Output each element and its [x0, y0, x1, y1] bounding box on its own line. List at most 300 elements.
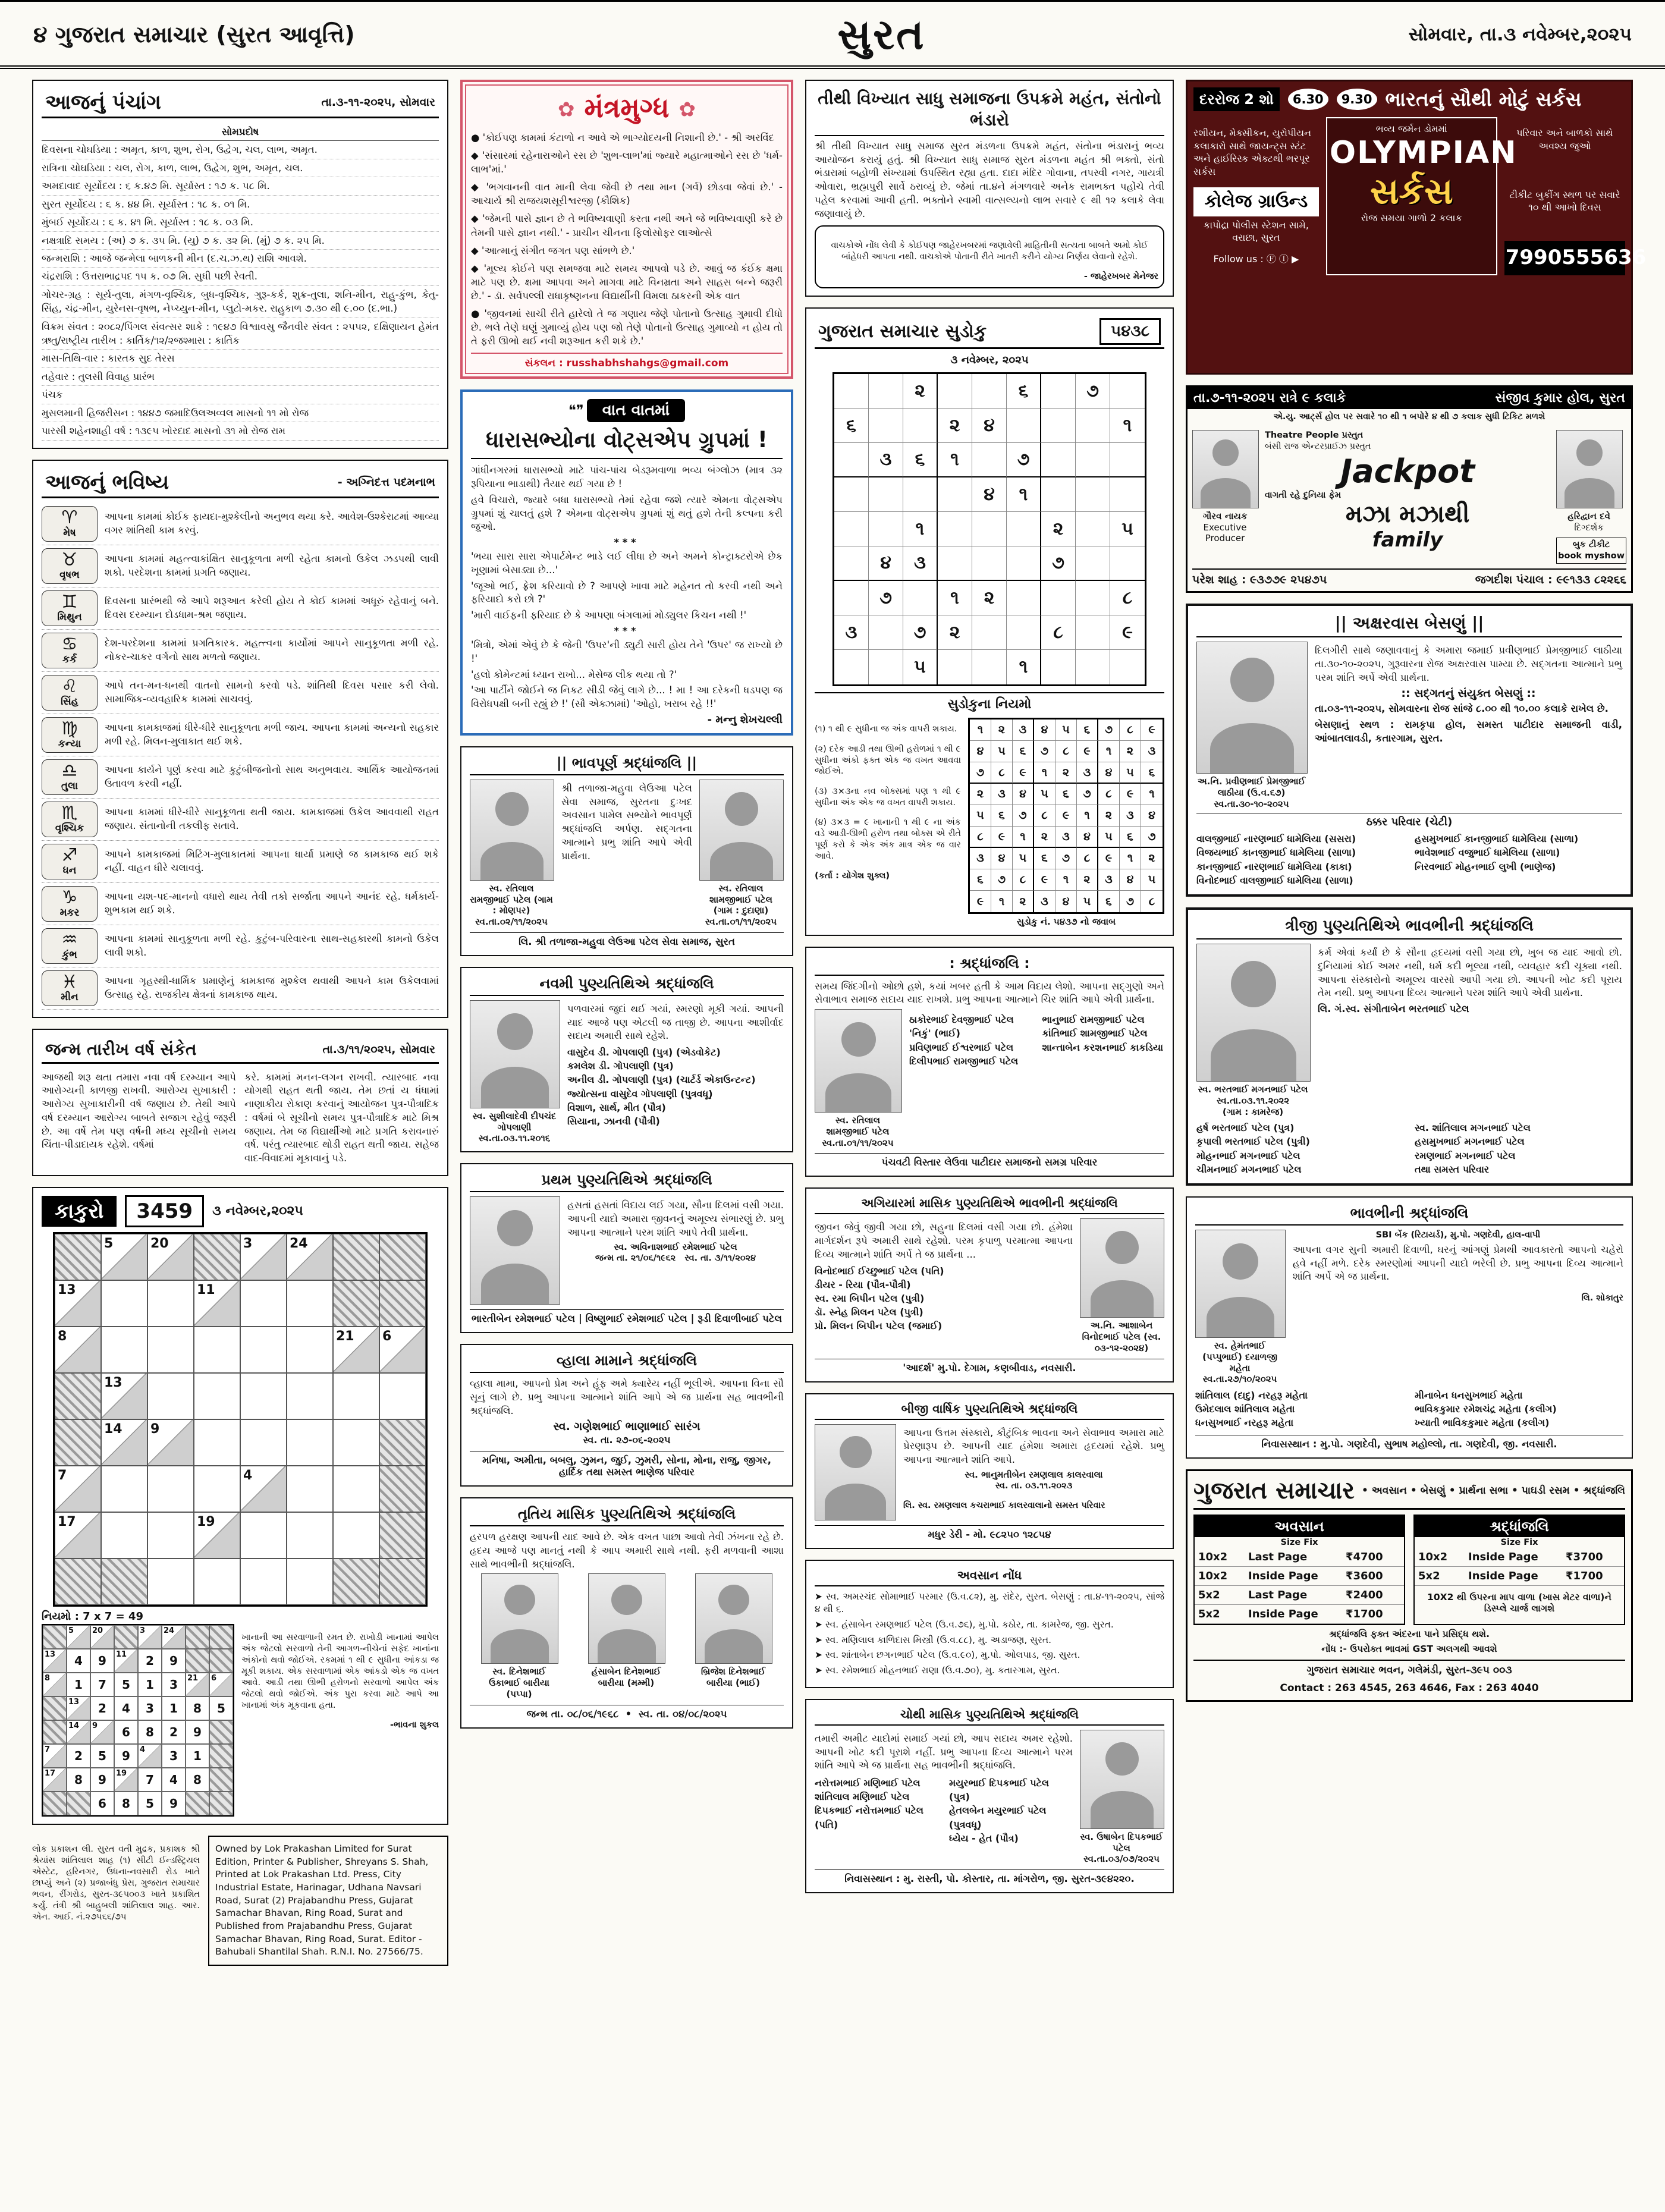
- kakuro-solution-cell: 13: [43, 1649, 67, 1673]
- sudoku-cell: ૯: [1110, 615, 1145, 650]
- panchang-line: ગોચર-ગ્રહ : સૂર્ય-તુલા, મંગળ-વૃશ્ચિક, બુધ-વૃશ્ચિક, ગુરૂ-કર્ક, શુક્ર-તુલા, શનિ-મીન, રાહુ-કુંભ, કેતુ-સિંહ, ચંદ્ર-મીન, યુરેનસ-વૃષભ, નેપ્ચ્યુન-મીન, પ્લુટો-મકર. રાહુકાળ ૭.૩૦ થી ૯.૦૦ (દ.ભા.): [42, 286, 439, 318]
- relative-name: વિજયભાઈ કાનજીભાઈ ધામેલિયા (સાળા): [1196, 847, 1356, 859]
- horoscope-row: [42, 925, 439, 967]
- sudoku-date: ૩ નવેમ્બર, ૨૦૨૫: [950, 353, 1029, 366]
- kakuro-cell: 8: [55, 1327, 101, 1373]
- kakuro-solution-cell: 9: [90, 1649, 114, 1673]
- event-title: Jackpot: [1340, 452, 1475, 490]
- kakuro-cell: [194, 1327, 240, 1373]
- sudoku-solution-cell: ૪: [1013, 784, 1034, 805]
- sudoku-credit: (કર્તા : યોગેશ શુક્લ): [815, 871, 890, 881]
- article-headline: તીથી વિખ્યાત સાધુ સમાજના ઉપક્રમે મહંત, સંતોનો ભંડારો: [815, 88, 1164, 136]
- kakuro-cell: 13: [101, 1373, 147, 1419]
- vaat-byline: - મન્નુ શેખચલ્લી: [707, 713, 783, 726]
- sudoku-solution-cell: ૬: [1013, 741, 1034, 762]
- kakuro-cell: [55, 1419, 101, 1466]
- sudoku-solution-cell: ૭: [1034, 741, 1055, 762]
- sudoku-solution-cell: ૫: [1120, 762, 1141, 784]
- horoscope-text: આપના કામમાં ધીરે-ધીરે સાનુકૂળતા થતી જાય. કામકાજમાં ઉકેલ આવવાથી રાહત જણાય. સંતાનોની તકલીફ સતાવે.: [105, 806, 439, 831]
- relative-name: ભાવિકકુમાર રમેશચંદ્ર મહેતા (કલીગ): [1415, 1403, 1557, 1415]
- photo-caption: અ.નિ. આશાબેન વિનોદભાઈ પટેલ (સ્વ. ૦૩-૧૨-૨૦૨૪): [1082, 1320, 1161, 1353]
- rates-grid: [1415, 1548, 1624, 1586]
- obit-hemant-card: [1186, 1196, 1633, 1459]
- artist-role: દિગ્દર્શક: [1574, 521, 1604, 533]
- kakuro-solution-cell: 2: [162, 1720, 186, 1744]
- death-notice: ➤ સ્વ. મણિલાલ કાળિદાસ મિસ્ત્રી (ઉ.વ.૮૮), મુ. અડાજણ, સુરત.: [815, 1634, 1052, 1645]
- mantramugdh-box: [460, 80, 793, 379]
- horoscope-text: આપના કાર્યને પૂર્ણ કરવા માટે કુટુંબીજનોનો સાથ અનુભવાય. આર્થિક આયોજનમાં ઉતાવળ કરવી નહીં.: [105, 763, 439, 789]
- village: (ગામ : કામરેજ): [1222, 1106, 1284, 1117]
- sudoku-cell: [972, 374, 1007, 409]
- panchang-title: આજનું પંચાંગ: [45, 90, 161, 114]
- kakuro-solution-cell: 13: [67, 1696, 90, 1720]
- zodiac-virgo-icon: ♍ કન્યા: [42, 717, 98, 753]
- sudoku-cell: ૫: [903, 650, 938, 684]
- panchang-line: નક્ષત્રાદિ સમય : (અ) ૭ ક. ૩૫ મિ. (યુ) ૭ ક. ૩૨ મિ. (મું) ૭ ક. ૨૫ મિ.: [42, 232, 439, 250]
- event-contact: જગદીશ પંચાલ : ૯૯૧૩૩ ૮૨૨૬૬: [1475, 573, 1626, 587]
- sudoku-solution-cell: ૬: [1098, 891, 1120, 912]
- sudoku-solution-cell: ૬: [970, 869, 991, 891]
- sudoku-cell: [1041, 374, 1076, 409]
- family-logo: family: [1372, 528, 1443, 552]
- horoscope-row: [42, 672, 439, 714]
- besnu-title: || અક્ષરવાસ બેસણું ||: [1196, 613, 1622, 637]
- sudoku-solution-cell: ૭: [1055, 848, 1077, 869]
- obit-body: પળવારમાં જુદાં થઈ ગયાં, સ્મરણો મૂકી ગયાં. આપની યાદ આજે પણ એટલી જ તાજી છે. આપના આશીર્વાદ સદાય અમારી સાથે રહેશે.: [567, 1003, 784, 1042]
- kakuro-solution-cell: [67, 1792, 90, 1815]
- sudoku-solution-cell: ૨: [1055, 762, 1077, 784]
- kakuro-solution-cell: 11: [114, 1649, 138, 1673]
- sudoku-solution-cell: ૩: [1055, 827, 1077, 848]
- kakuro-solution-cell: 6: [90, 1792, 114, 1815]
- kakuro-cell: [287, 1466, 333, 1512]
- event-ticket-info: એ.યુ. આર્ટ્સ હોલ પર સવારે ૧૦ થી ૧ બપોરે ૪ થી ૭ કલાક સુધી ટિકિટ મળશે: [1273, 412, 1545, 422]
- sudoku-solution-cell: ૪: [991, 848, 1013, 869]
- kakuro-cell: [333, 1373, 379, 1419]
- sudoku-solution-cell: ૪: [1098, 762, 1120, 784]
- kakuro-cell: 17: [55, 1512, 101, 1559]
- sudoku-cell: [1076, 615, 1110, 650]
- kakuro-cell: 19: [194, 1512, 240, 1559]
- kakuro-cell: [287, 1559, 333, 1605]
- horoscope-author: - અગ્નિદત્ત પદમનાભ: [337, 475, 435, 489]
- sudoku-rules-title: સુડોકુના નિયમો: [815, 692, 1164, 712]
- deceased-name: સ્વ. હેમંતભાઈ (પપ્પુભાઈ) દયાળજી મહેતા: [1202, 1340, 1277, 1374]
- kakuro-solution-cell: 4: [138, 1744, 162, 1768]
- kakuro-solution-cell: 9: [162, 1792, 186, 1815]
- sudoku-cell: ૭: [869, 581, 903, 615]
- sudoku-cell: [1076, 409, 1110, 443]
- table-head: Size Fix: [1500, 1537, 1538, 1547]
- event-catchline: મઝા મઝાથી: [1345, 501, 1470, 529]
- sudoku-solution-cell: ૫: [1055, 719, 1077, 741]
- circus-tagline: ભારતનું સૌથી મોટું સર્કસ: [1385, 87, 1582, 111]
- sudoku-cell: [1110, 477, 1145, 512]
- sudoku-solution-cell: ૩: [1120, 805, 1141, 827]
- sudoku-cell: [938, 546, 972, 581]
- obit-relatives: મનિષા, અમીતા, બબલુ, ઝુમન, જુઈ, ઝુમરી, સોના, મોના, રાજુ, જીગર, હાર્દિક તથા સમસ્ત ભાણેજ પરિવાર: [470, 1451, 784, 1478]
- masthead: [0, 0, 1665, 69]
- photo-caption: સ્વ. રતિલાલ રામજીભાઈ પટેલ (ગામ : મોણપર) સ્વ.તા.૦૨/૧૧/૨૦૨૫: [470, 882, 553, 928]
- advert-notice: [815, 225, 1164, 288]
- sudoku-cell: ૬: [1007, 374, 1041, 409]
- event-line: બંસી રાજ એન્ટરપ્રાઈઝ પ્રસ્તુત: [1265, 441, 1371, 451]
- obit-names: [1195, 1388, 1623, 1430]
- sudoku-solution-cell: ૪: [1034, 719, 1055, 741]
- sudoku-solution-cell: ૨: [1034, 827, 1055, 848]
- relative-name: ધનસુખભાઈ નરહરૂ મહેતા: [1195, 1417, 1294, 1429]
- kakuro-cell: [240, 1512, 287, 1559]
- rate-cell: ₹3600: [1342, 1567, 1404, 1586]
- obit-footer: નિવાસસ્થાન : મુ. રાસ્તી, પો. કોસ્તાર, તા. માંગરોળ, જી. સુરત-૩૯૪૨૨૦.: [815, 1869, 1164, 1885]
- relative-name: વાલજીભાઈ નારણભાઈ ધામેલિયા (સસરા): [1196, 833, 1356, 845]
- circus-note: પરિવાર અને બાળકો સાથે અવશ્ય જુઓ: [1516, 127, 1613, 152]
- sudoku-brand: ગુજરાત સમાચાર: [818, 321, 940, 342]
- sudoku-solution-cell: ૯: [991, 827, 1013, 848]
- sudoku-solution-cell: ૮: [1034, 805, 1055, 827]
- mantra-items: [471, 131, 783, 348]
- event-presenter: Theatre People પ્રસ્તુત: [1265, 430, 1364, 440]
- sudoku-solution-cell: ૯: [970, 891, 991, 912]
- sudoku-solution-cell: ૯: [1098, 848, 1120, 869]
- kakuro-number: 3459: [125, 1195, 204, 1227]
- photo-caption: અ.નિ. પ્રવીણભાઈ પ્રેમજીભાઈ લાઠીયા (ઉ.વ.૬૭) સ્વ.તા.૩૦-૧૦-૨૦૨૫: [1197, 776, 1306, 809]
- photo-caption: હંસાબેન દિનેશભાઈ બારીયા (મમ્મી): [591, 1666, 661, 1689]
- horoscope-row: [42, 756, 439, 799]
- kakuro-solution-cell: 19: [114, 1768, 138, 1792]
- sudoku-solution-cell: ૩: [1141, 741, 1163, 762]
- sudoku-cell: [972, 443, 1007, 477]
- photo-caption: સ્વ. દિનેશભાઈ ઉકાભાઈ બારીયા (પપ્પા): [489, 1666, 549, 1699]
- artist-role: Executive Producer: [1203, 521, 1247, 544]
- panchang-line: તહેવાર : તુલસી વિવાહ પ્રારંભ: [42, 368, 439, 386]
- sudoku-solution-cell: ૧: [1077, 805, 1098, 827]
- relative-name: નિરવભાઈ મોહનભાઈ લુખી (ભાણેજ): [1415, 860, 1556, 872]
- rate-cell: ₹4700: [1342, 1548, 1404, 1567]
- circus-duration: રોજ સમયા ગાળો 2 કલાક: [1361, 212, 1462, 224]
- sudoku-solution-cell: ૭: [1141, 827, 1163, 848]
- circus-showtime: 6.30: [1288, 89, 1328, 110]
- relative-name: હસમુખભાઈ મગનભાઈ પટેલ: [1415, 1136, 1525, 1148]
- sudoku-cell: [972, 650, 1007, 684]
- horoscope-text: આપના યશ-પદ-માનનો વધારો થાય તેવી તકો સર્જાતા આપને આનંદ રહે. ધર્મકાર્ય-શુભકામ થઈ શકે.: [105, 890, 439, 916]
- sudoku-cell: ૩: [869, 443, 903, 477]
- sudoku-solution-cell: ૭: [970, 762, 991, 784]
- sudoku-cell: [869, 650, 903, 684]
- panchang-line: સોમપ્રદોષ: [42, 123, 439, 141]
- obit-footer: 'આદર્શ' મુ.પો. દેગામ, કણબીવાડ, નવસારી.: [815, 1359, 1164, 1374]
- relative-name: સ્વ. રમા બિપીન પટેલ (પુત્રી): [815, 1293, 925, 1305]
- sudoku-cell: ૩: [834, 615, 869, 650]
- relative-name: વિનોદભાઈ ઈચ્છુભાઈ પટેલ (પતિ): [815, 1265, 944, 1277]
- relative-name: ધ્યેય - હેત (પૌત્ર): [949, 1832, 1019, 1844]
- sudoku-solution-cell: ૧: [1098, 741, 1120, 762]
- birth-hint-col2: કરે. કામમાં મનન-લગન રાખવી. ત્યારબાદ નવા યોગથી રાહત થતી જાય. તેમ છતાં ય ધંધામાં નાણાકીય રોકાણ કરવાનું આયોજન પુત્ર-પૌત્રાદિક : વર્ષમાં બે સૂચીનો સમય પુત્ર-પૌત્રાદિક માટે મિશ્ર જણાય. તેમ જ વિદ્યાર્થીઓ માટે પ્રગતિ કરાવનારું વર્ષ. પરંતુ ત્યારબાદ થોડી રાહત થતી જાય. સહેજ વાદ-વિવાદમાં મૂકાવાનું પડે.: [244, 1071, 439, 1164]
- obit-title: ભાવભીની શ્રદ્ધાંજલિ: [1195, 1205, 1623, 1226]
- rates-services: • અવસાન • બેસણું • પ્રાર્થના સભા • પાઘડી રસમ • શ્રદ્ધાંજલિ: [1362, 1484, 1625, 1497]
- sudoku-cell: ૮: [1041, 615, 1076, 650]
- sudoku-solution-cell: ૩: [970, 848, 991, 869]
- notice-text: વાચકોએ નોંધ લેવી કે કોઈપણ જાહેરખબરમાં જણાવેલી માહિતીની સત્યતા બાબતે અમો કોઈ બાંહેધરી આપતા નથી. વાચકોએ પોતાની રીતે ખાતરી કરીને યોગ્ય નિર્ણય લેવાનો રહેશે.: [831, 240, 1148, 262]
- rate-cell: ₹2400: [1342, 1586, 1404, 1605]
- deceased-photo: [1196, 944, 1311, 1082]
- panchang-date: તા.૩-૧૧-૨૦૨૫, સોમવાર: [321, 96, 435, 109]
- rates-note: 10X2 થી ઉપરના માપ વાળા (ખાસ મેટર વાળા)ને ડિસ્પ્લે ચાર્જ લાગશે: [1427, 1592, 1611, 1614]
- relative-name: હેતલબેન મયુરભાઈ પટેલ (પુત્રવધૂ): [949, 1805, 1047, 1830]
- besnu-body: દિલગીરી સાથે જણાવવાનું કે અમારા જમાઈ પ્રવીણભાઈ પ્રેમજીભાઈ લાઠીયા તા.૩૦-૧૦-૨૦૨૫, ગુરૂવારના રોજ અક્ષરવાસ પામ્યા છે. સદ્ગતના આત્માને પ્રભુ પરમ શાંતિ અર્પે એવી પ્રાર્થના.: [1315, 645, 1622, 683]
- relative-name: ચીમનભાઈ મગનભાઈ પટેલ: [1196, 1163, 1302, 1175]
- horoscope-text: આપના કામમાં કોઈક ફાયદા-મુશ્કેલીનો અનુભવ થયા કરે. આવેશ-ઉશ્કેરાટમાં આવ્યા વગર શાંતિથી કામ કરવું.: [105, 510, 439, 536]
- sudoku-cell: [938, 512, 972, 546]
- event-contact: પરેશ શાહ : ૯૩૭૭૯ ૨૫૪૭૫: [1192, 573, 1327, 587]
- deceased-photo: [1196, 642, 1308, 774]
- kakuro-cell: [147, 1327, 194, 1373]
- kakuro-cell: [333, 1234, 379, 1280]
- kakuro-solution-cell: 2: [67, 1744, 90, 1768]
- sudoku-solution-cell: ૩: [1034, 891, 1055, 912]
- mantra-quote: ● 'કોઈપણ કામમાં કંટાળો ન આવે એ ભાગ્યોદયની નિશાની છે.' - શ્રી અરવિંદ: [471, 132, 774, 143]
- rate-cell: ₹1700: [1562, 1567, 1624, 1586]
- rates-brand: ગુજરાત સમાચાર: [1193, 1476, 1355, 1504]
- horoscope-box: [32, 460, 448, 1018]
- relative-name: ભાનુભાઈ રામજીભાઈ પટેલ: [1042, 1014, 1145, 1026]
- kakuro-cell: [240, 1327, 287, 1373]
- sudoku-solution-cell: ૩: [1098, 869, 1120, 891]
- obit-title: નવમી પુણ્યતિથિએ શ્રદ્ધાંજલિ: [470, 975, 784, 996]
- vaat-para: 'મિત્રો, એમાં એવું છે કે જેની 'ઉપર'ની ડ્યુટી સારી હોય તેને 'ઉપર' જ રાખ્યો છે !': [471, 639, 783, 664]
- besnu-mid-body: તા.૦૩-૧૧-૨૦૨૫, સોમવારના રોજ સાંજે ૮.૦૦ થી ૧૦.૦૦ કલાકે રાખેલ છે.: [1315, 703, 1609, 715]
- kakuro-cell: [240, 1373, 287, 1419]
- kakuro-cell: [194, 1466, 240, 1512]
- sudoku-cell: [938, 477, 972, 512]
- sudoku-cell: ૪: [869, 546, 903, 581]
- obit-names: [815, 1776, 1073, 1845]
- kakuro-solution-cell: 9: [90, 1768, 114, 1792]
- panchang-line: પંચક: [42, 386, 439, 404]
- obit-footer: મધુર ડેરી - મો. ૯૮૨૫૦ ૧૨૮૫૪: [815, 1525, 1164, 1541]
- sudoku-box: [805, 307, 1174, 936]
- deceased-subline: SBI બેંક (રિટાયર્ડ), મુ.પો. ગણદેવી, હાલ-વાપી: [1375, 1230, 1541, 1240]
- deceased-photo: [699, 780, 784, 881]
- relative-name: દિપકભાઈ નરોત્તમભાઈ પટેલ (પતિ): [815, 1805, 924, 1830]
- besnu-card: [1186, 604, 1633, 897]
- obit-title: || ભાવપૂર્ણ શ્રદ્ધાંજલિ ||: [470, 755, 784, 775]
- sudoku-cell: [869, 374, 903, 409]
- sudoku-solution-cell: ૯: [1055, 805, 1077, 827]
- circus-venue-sub: કાપોદ્રા પોલીસ સ્ટેશન સામે, વરાછા, સુરત: [1203, 219, 1309, 244]
- kakuro-title: કાકુરો: [42, 1196, 117, 1227]
- lotus-icon: ✿: [558, 98, 575, 122]
- sudoku-solution-cell: ૫: [970, 805, 991, 827]
- kakuro-cell: 11: [194, 1280, 240, 1327]
- sudoku-solution-cell: ૭: [1077, 784, 1098, 805]
- kakuro-cell: [333, 1280, 379, 1327]
- sudoku-solution-cell: ૭: [1098, 719, 1120, 741]
- kakuro-solution-cell: 4: [67, 1649, 90, 1673]
- obit-body: આપના વગર સુની અમારી દિવાળી, ઘરનું આંગણું પ્રેમથી આવકારતો આપનો ચહેરો હવે નહીં મળે. દરેક સ્મરણોમાં આપની યાદો ભરેલી છે. પ્રભુ આપના દિવ્ય આત્માને શાંતિ અર્પે એ જ પ્રાર્થના.: [1293, 1243, 1623, 1283]
- horoscope-text: દેશ-પરદેશના કામમાં પ્રગતિકારક. મહત્ત્વના કાર્યોમાં આપને સાનુકૂળતા મળી રહે. નોકર-ચાકર વર્ગનો સાથ મળતો જણાય.: [105, 637, 439, 662]
- vaat-para: ગાંધીનગરમાં ધારાસભ્યો માટે પાંચ-પાંચ બેડરૂમવાળા ભવ્ય બંગ્લોઝ (માત્ર ૩૨ રૂપિયાના ભાડાથી) તૈયાર થઈ ગયા છે !: [471, 464, 783, 490]
- obit-footer: પંચવટી વિસ્તાર લેઉવા પાટીદાર સમાજનો સમગ્ર પરિવાર: [815, 1153, 1164, 1168]
- sudoku-cell: ૮: [1110, 581, 1145, 615]
- circus-ad: [1186, 80, 1647, 375]
- sudoku-cell: [1110, 546, 1145, 581]
- sudoku-cell: [1076, 650, 1110, 684]
- rate-cell: Last Page: [1245, 1586, 1342, 1605]
- sudoku-cell: [869, 409, 903, 443]
- vaat-para: 'જૂઓ ભઈ, ફ્રેશ કરિયાવો છે ? આપણે ખાવા માટે મહેનત તો કરવી નથી અને ફરિયાદો કરો છો ?': [471, 580, 783, 605]
- kakuro-cell: [55, 1234, 101, 1280]
- panchang-line: પારસી શહેનશાહી વર્ષ : ૧૩૯૫ ખોરદાદ માસનો ૩૧ મો રોજ રામ: [42, 422, 439, 440]
- legal-block: [32, 1836, 448, 1966]
- kakuro-cell: 24: [287, 1234, 333, 1280]
- obit-signature: લિ. સ્વ. રમણલાલ કચરાભાઈ કાલરવાલાનો સમસ્ત પરિવાર: [903, 1501, 1105, 1511]
- sudoku-cell: [869, 615, 903, 650]
- sudoku-cell: [1076, 546, 1110, 581]
- birth-year-hint-box: [32, 1029, 448, 1176]
- sudoku-solution-cell: ૨: [991, 719, 1013, 741]
- death-date: સ્વ. તા. ૩/૧૧/૨૦૨૪: [684, 1253, 756, 1264]
- kakuro-cell: [147, 1559, 194, 1605]
- obit-footer: લિ. શ્રી તળાજા-મહુવા લેઉઆ પટેલ સેવા સમાજ, સુરત: [470, 932, 784, 948]
- sudoku-solution-cell: ૭: [991, 869, 1013, 891]
- publisher-imprint: Owned by Lok Prakashan Limited for Surat Edition, Printer & Publisher, Shreyans S. Shah, Printed at Lok Prakashan Ltd. Press, City Industrial Estate, Harinagar, Udhana Navsari Road, Surat (2) Prajabandhu Press, Gujarat Samachar Bhavan, Ring Road, Surat and Published from Prajabandhu Press, Gujarat Samachar Bhavan, Ring Road, Surat. Editor - Bahubali Shantilal Shah. R.N.I. No. 27566/75.: [208, 1836, 448, 1966]
- sudoku-solution-cell: ૨: [1141, 848, 1163, 869]
- sudoku-cell: ૭: [1076, 374, 1110, 409]
- kakuro-cell: 7: [55, 1466, 101, 1512]
- kakuro-solution-cell: [209, 1744, 233, 1768]
- kakuro-solution-cell: 6: [209, 1673, 233, 1696]
- panchang-lines: [42, 123, 439, 441]
- death-date: સ્વ. તા. ૨૭-૦૬-૨૦૨૫: [583, 1434, 671, 1446]
- sudoku-cell: [834, 512, 869, 546]
- sudoku-solution-cell: ૮: [1077, 848, 1098, 869]
- besnu-venue: બેસણાનું સ્થળ : રામકૃપા હોલ, સમસ્ત પાટીદાર સમાજની વાડી, આંબાતલાવડી, કતારગામ, સુરત.: [1315, 719, 1622, 744]
- circus-ticket-info: ટીકીટ બુકીંગ સ્થળ પર સવારે ૧૦ થી આખો દિવસ: [1509, 188, 1620, 213]
- sudoku-cell: [938, 650, 972, 684]
- sudoku-solution-cell: ૮: [970, 827, 991, 848]
- kakuro-cell: 4: [240, 1466, 287, 1512]
- kakuro-cell: [379, 1466, 426, 1512]
- horoscope-row: [42, 587, 439, 630]
- sudoku-solution-cell: ૨: [1098, 805, 1120, 827]
- relative-name: ખ્યાતી ભાવિકકુમાર મહેતા (કલીગ): [1415, 1417, 1550, 1429]
- sudoku-number: ૫૪૩૮: [1099, 318, 1161, 345]
- sudoku-solution-label: સુડોકુ નં. ૫૪૩૭ નો જવાબ: [1016, 916, 1116, 927]
- sudoku-grid: [832, 372, 1146, 686]
- horoscope-row: [42, 967, 439, 1010]
- relative-name: વાસુદેવ ડી. ગોપલાણી (પુત્ર) (એડવોકેટ): [567, 1047, 721, 1058]
- sudoku-cell: [1041, 581, 1076, 615]
- sudoku-solution-cell: ૪: [1055, 891, 1077, 912]
- kakuro-solution-cell: 9: [162, 1649, 186, 1673]
- sudoku-solution-cell: ૫: [1034, 784, 1055, 805]
- sudoku-cell: ૨: [1041, 512, 1076, 546]
- kakuro-cell: [333, 1419, 379, 1466]
- kakuro-solution-cell: 8: [186, 1768, 209, 1792]
- kakuro-solution-cell: 8: [114, 1792, 138, 1815]
- relative-name: પ્રો. મિલન બિપીન પટેલ (જમાઈ): [815, 1320, 943, 1332]
- sudoku-solution-cell: ૩: [1013, 719, 1034, 741]
- kakuro-cell: 9: [147, 1419, 194, 1466]
- vaat-headline: ધારાસભ્યોના વોટ્સએપ ગ્રુપમાં !: [471, 427, 783, 459]
- sudoku-solution-cell: ૫: [1141, 869, 1163, 891]
- birth-hint-col1: આજથી શરૂ થતા તમારા નવા વર્ષ દરમ્યાન આપે આરોગ્યની કાળજી રાખવી. આરોગ્ય સુખાકારી : આરોગ્ય સુખાકારીની વર્ષ જણાય છે. તેથી આપે વર્ષ દરમ્યાન આરોગ્ય બાબતે સજાગ રહેવું જરૂરી છે. આ વર્ષે તેમ પણ વર્ષની મધ્ય સૂચીનો સમય ચિંતા-પીડાદાયક રહેશે. વર્ષમાં: [42, 1071, 236, 1151]
- relative-name: શાન્તાબેન કરશનભાઈ કાકડિયા: [1042, 1041, 1164, 1053]
- kakuro-rules-text: ખાનાની આ સરવાળાની રમત છે. રાખોડી ખાનામાં આપેલ અંક જેટલો સરવાળો તેની આગળ-નીચેનાં સફેદ ખાનાંના અંકોનો થવો જોઈએ. રકમમાં ૧ થી ૯ સુધીના આંકડા જ મૂકી શકાય. એક સરવાળામાં એક આંકડો એક જ વખત આવે. આડી તથા ઊભી હરોળનો સરવાળો આપેલ અંક જેટલો થવો જોઈએ. અંક પુરા કરવા માટે આપે આ ખાનામાં અંક મૂકવાના હતા.: [241, 1633, 439, 1710]
- rate-cell: Inside Page: [1465, 1548, 1562, 1567]
- kakuro-cell: [379, 1373, 426, 1419]
- horoscope-row: [42, 841, 439, 883]
- vaat-para: 'ભયા સારા સારા એપાર્ટમેન્ટ ભાડે લઈ લીધા છે અને અમને કોન્ટ્રાક્ટરોએ છેક ખૂણામાં બેસાડ્યા છે...': [471, 551, 783, 576]
- book-ticket-label: બુક ટીકીટ: [1572, 540, 1610, 550]
- sudoku-cell: ૪: [972, 409, 1007, 443]
- deceased-name: સ્વ. અવિનાશભાઈ રમેશભાઈ પટેલ: [614, 1242, 737, 1253]
- kakuro-solution-cell: [186, 1792, 209, 1815]
- rate-cell: 5x2: [1415, 1567, 1465, 1586]
- death-notice: ➤ સ્વ. શાંતાબેન છગનભાઈ પટેલ (ઉ.વ.૯૦), મુ.પો. ઓલપાડ, જી. સુરત.: [815, 1649, 1080, 1661]
- zodiac-leo-icon: ♌ સિંહ: [42, 675, 98, 711]
- relative-name: સિયાના, ઝાનવી (પૌત્રી): [567, 1116, 660, 1127]
- kakuro-solution-cell: 21: [186, 1673, 209, 1696]
- kakuro-solution-cell: 9: [186, 1720, 209, 1744]
- table-head: Size Fix: [1280, 1537, 1318, 1547]
- sudoku-solution-cell: ૫: [1013, 848, 1034, 869]
- mantra-quote: ◆ 'જેમની પાસે જ્ઞાન છે તે ભવિષ્યવાણી કરતા નથી અને જે ભવિષ્યવાણી કરે છે તેમની પાસે જ્ઞાન નથી.' - પ્રાચીન ચીનના ફિલોસોફર લાઓત્સે: [471, 213, 783, 238]
- zodiac-scorpio-icon: ♏ વૃશ્ચિક: [42, 802, 98, 837]
- mantra-compiler: સંકલન : russhabhshahgs@gmail.com: [471, 353, 783, 369]
- kakuro-solution-cell: 1: [67, 1673, 90, 1696]
- obit-mama-card: [460, 1344, 793, 1487]
- zodiac-pisces-icon: ♓ મીન: [42, 970, 98, 1006]
- vaat-para: 'આ પાર્ટીને જોઈને જ નિકટ સીડી જેવું લાગે છે... ! મા ! આ દરેકની ધડપણ જ વિરોધપક્ષી બની રહ્યું છે !' (સૌ એક્ઝામાં) 'ઓહો, ખરાબ રહે !!': [471, 684, 783, 710]
- rate-cell: 5x2: [1195, 1586, 1245, 1605]
- horoscope-row: [42, 883, 439, 925]
- panchang-line: દિવસના ચોઘડિયા : અમૃત, કાળ, શુભ, રોગ, ઉદ્વેગ, ચલ, લાભ, અમૃત.: [42, 141, 439, 159]
- sudoku-cell: [1041, 477, 1076, 512]
- obit-relatives: ભારતીબેન રમેશભાઈ પટેલ | વિષ્ણુભાઈ રમેશભાઈ પટેલ | રૂડી દિવાળીબાઈ પટેલ: [470, 1309, 784, 1325]
- news-article: [805, 80, 1174, 297]
- event-venue: સંજીવ કુમાર હોલ, સુરત: [1495, 391, 1625, 406]
- circus-brand: OLYMPIAN: [1329, 135, 1518, 171]
- family-photo: [695, 1573, 772, 1664]
- panchang-line: અમદાવાદ સૂર્યોદય : ૬ ક.૪૭ મિ. સૂર્યાસ્ત : ૧૭ ક. ૫૮ મિ.: [42, 177, 439, 195]
- obit-body: તમારી અમીટ યાદોમાં સમાઈ ગયાં છો, આપ સદાય અમર રહેશો. આપની ખોટ કદી પૂરાશે નહીં. પ્રભુ આપના દિવ્ય આત્માને પરમ શાંતિ આપે એ જ પ્રાર્થના સહ ભાવભીની શ્રદ્ધાંજલિ.: [815, 1732, 1073, 1771]
- sudoku-cell: [834, 581, 869, 615]
- kakuro-cell: [379, 1234, 426, 1280]
- kakuro-cell: [194, 1559, 240, 1605]
- sudoku-solution-cell: ૩: [1077, 762, 1098, 784]
- sudoku-cell: ૨: [903, 374, 938, 409]
- rate-cell: Last Page: [1245, 1548, 1342, 1567]
- obit-bhanumati-card: [805, 1393, 1174, 1549]
- panchang-line: વિક્રમ સંવત : ૨૦૮૨/પિંગલ સંવત્સર શાકે : ૧૯૪૭ વિશ્વાવસુ જૈનવીર સંવત : ૨૫૫૨, દક્ષિણાયન હેમંત ઋતુ/રાષ્ટ્રીય તારીખ : કાર્તિક/૧૨/૨જશ્માસ : કાર્તિક: [42, 318, 439, 350]
- sudoku-solution-grid: [968, 718, 1164, 914]
- kakuro-cell: [379, 1419, 426, 1466]
- relative-name: પ્રવિણભાઈ ઈશ્વરભાઈ પટેલ: [909, 1041, 1014, 1053]
- zodiac-aries-icon: ♈ મેષ: [42, 506, 98, 542]
- kakuro-cell: [333, 1559, 379, 1605]
- obit-bharat-card: [1186, 907, 1633, 1186]
- kakuro-solution-cell: 7: [90, 1673, 114, 1696]
- notice-signature: - જાહેરખબર મેનેજર: [1083, 272, 1158, 282]
- kakuro-cell: 6: [379, 1327, 426, 1373]
- sudoku-cell: [903, 581, 938, 615]
- sudoku-solution-cell: ૮: [1013, 869, 1034, 891]
- rates-contact: Contact : 263 4545, 263 4646, Fax : 263 4040: [1280, 1682, 1539, 1695]
- sudoku-rule: (૨) દરેક આડી તથા ઊભી હરોળમાં ૧ થી ૯ સુધીના અંકો ફક્ત એક જ વખત આવવા જોઈએ.: [815, 744, 961, 777]
- kakuro-solution-cell: 2: [90, 1696, 114, 1720]
